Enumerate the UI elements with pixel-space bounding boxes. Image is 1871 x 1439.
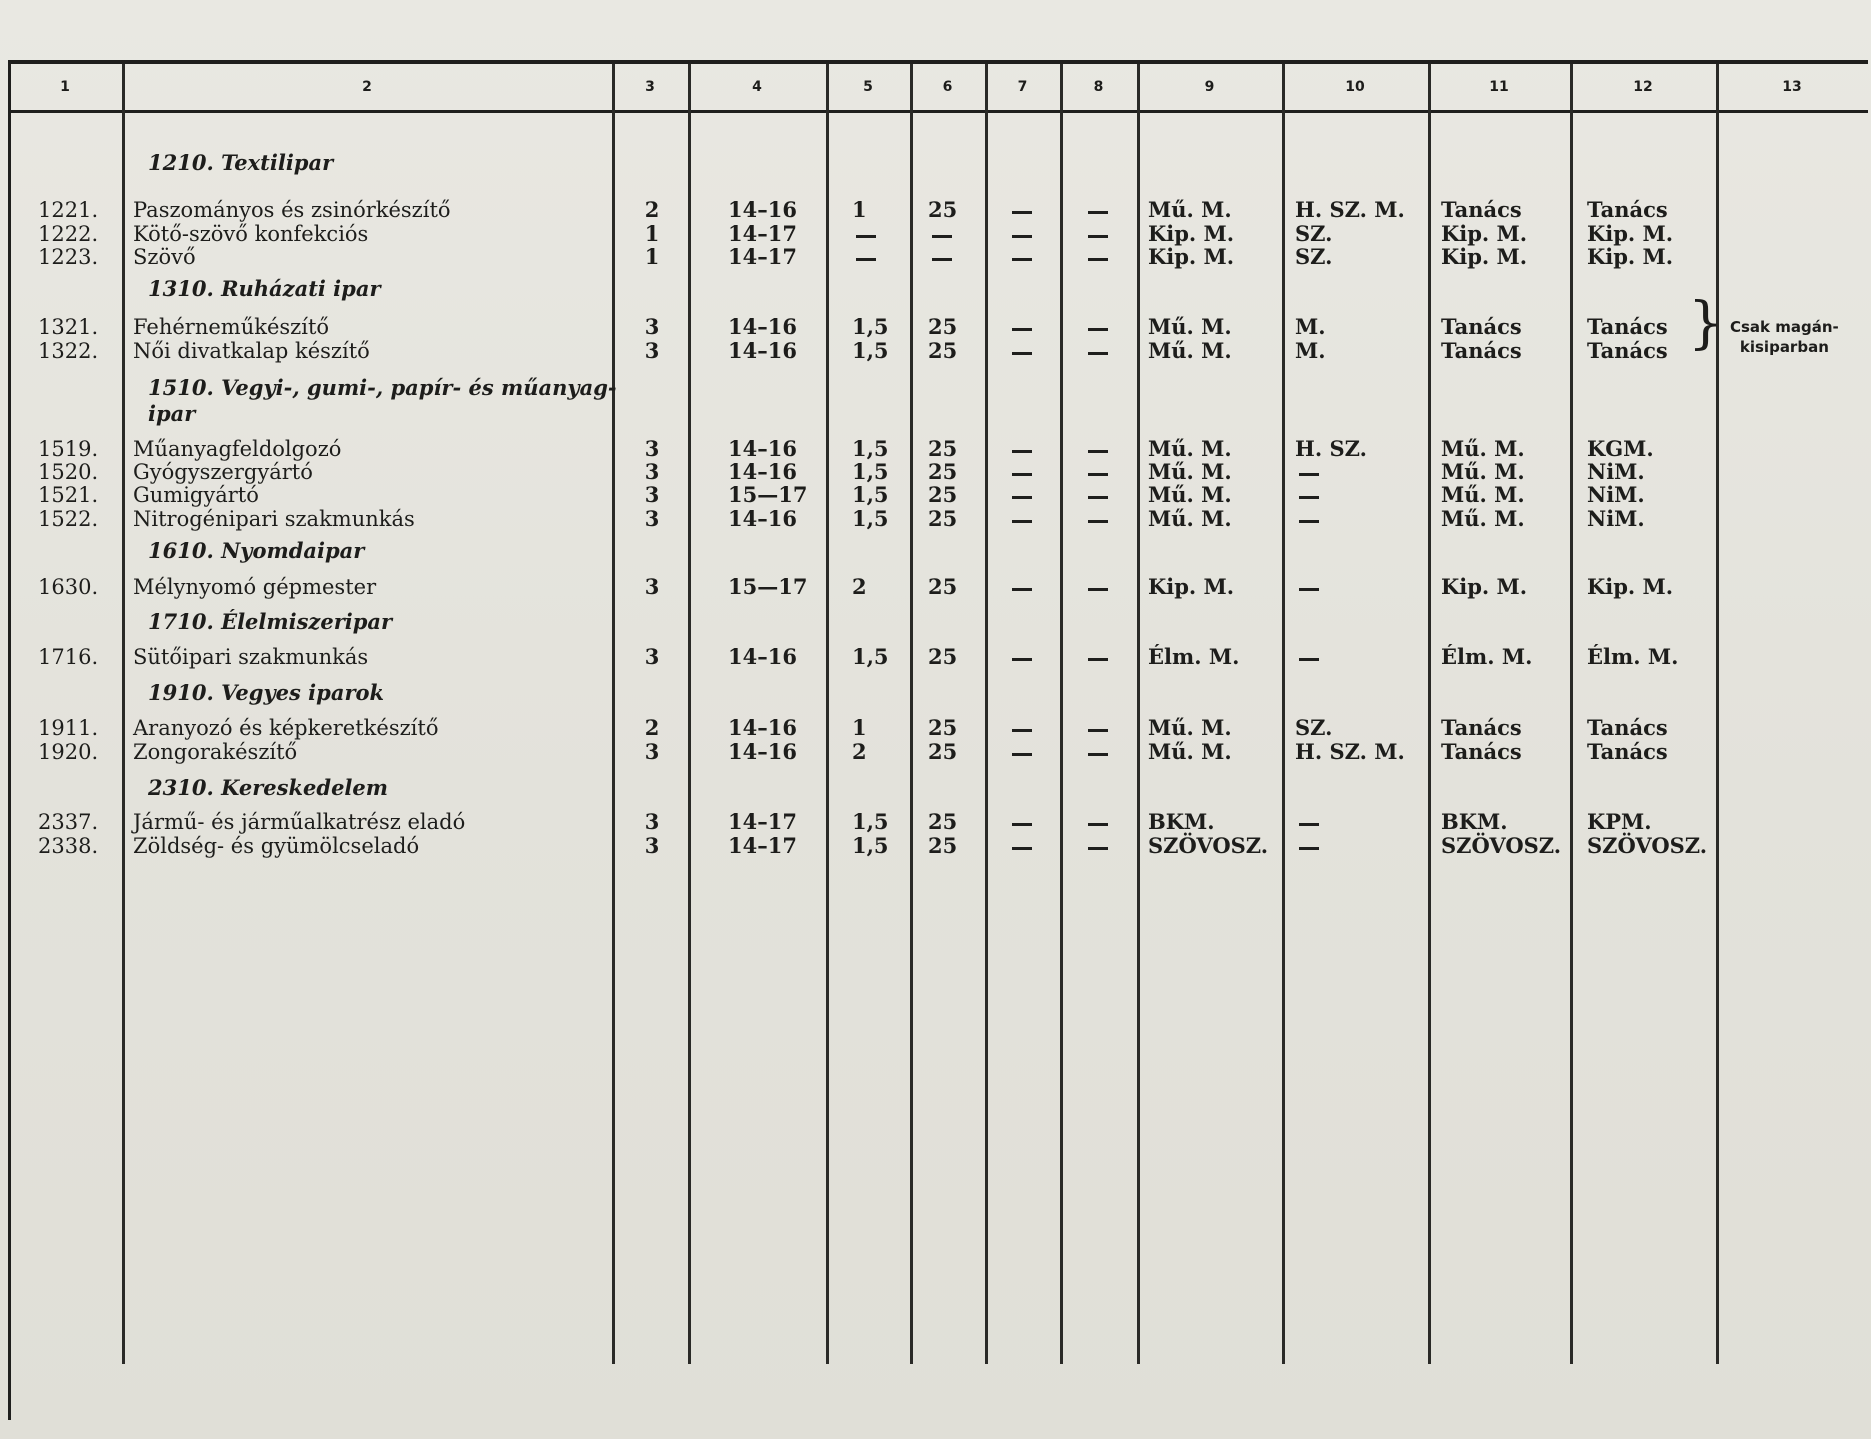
cell-c4: 14–16 — [728, 644, 797, 669]
cell-c9: Mű. M. — [1148, 436, 1232, 461]
cell-c4: 14–17 — [728, 809, 797, 834]
dash-col-8 — [1088, 729, 1108, 732]
section-title: 1710. Élelmiszeripar — [148, 609, 393, 634]
cell-c6: 25 — [928, 197, 958, 222]
cell-c3: 3 — [644, 436, 660, 461]
dash-col-7 — [1012, 658, 1032, 661]
column-header-9: 9 — [1204, 79, 1215, 95]
dash-col-7 — [1012, 211, 1032, 214]
section-title: 1610. Nyomdaipar — [148, 538, 365, 563]
dash-col-8 — [1088, 258, 1108, 261]
dash-col-7 — [1012, 520, 1032, 523]
column-divider — [1282, 64, 1285, 1364]
cell-c4: 14–16 — [728, 314, 797, 339]
cell-c11: Tanács — [1441, 197, 1522, 222]
cell-c9: Mű. M. — [1148, 338, 1232, 363]
cell-c10: M. — [1295, 338, 1326, 363]
cell-c9: Élm. M. — [1148, 644, 1240, 669]
column-header-1: 1 — [60, 79, 70, 95]
cell-c9: Mű. M. — [1148, 482, 1232, 507]
cell-c6: 25 — [928, 809, 958, 834]
section-title: 2310. Kereskedelem — [148, 775, 388, 800]
cell-c10: H. SZ. M. — [1295, 739, 1405, 764]
cell-c3: 3 — [644, 506, 660, 531]
column-divider — [1570, 64, 1573, 1364]
cell-c12: Tanács — [1587, 715, 1668, 740]
cell-c3: 3 — [644, 314, 660, 339]
cell-c3: 3 — [644, 482, 660, 507]
cell-c11: Tanács — [1441, 314, 1522, 339]
cell-c9: Mű. M. — [1148, 197, 1232, 222]
cell-c3: 3 — [644, 739, 660, 764]
cell-c6: 25 — [928, 314, 958, 339]
cell-c11: Tanács — [1441, 338, 1522, 363]
cell-c5: 1,5 — [852, 314, 889, 339]
cell-c5: 1 — [852, 197, 867, 222]
dash-col-7 — [1012, 352, 1032, 355]
brace-mark: } — [1688, 291, 1724, 356]
cell-c10: H. SZ. — [1295, 436, 1367, 461]
cell-c4: 14–17 — [728, 221, 797, 246]
cell-c5: 1,5 — [852, 833, 889, 858]
left-border — [8, 60, 11, 1420]
dash-mark — [1299, 588, 1319, 591]
cell-c9: Mű. M. — [1148, 459, 1232, 484]
row-code: 1222. — [38, 222, 99, 246]
cell-c6: 25 — [928, 506, 958, 531]
row-name: Műanyagfeldolgozó — [133, 437, 342, 461]
dash-col-8 — [1088, 450, 1108, 453]
column-header-8: 8 — [1093, 79, 1104, 95]
dash-mark — [1299, 473, 1319, 476]
section-title: 1210. Textilipar — [148, 150, 334, 175]
cell-c11: Tanács — [1441, 715, 1522, 740]
column-divider — [826, 64, 829, 1364]
top-rule — [8, 60, 1868, 64]
row-name: Női divatkalap készítő — [133, 339, 370, 363]
cell-c5: 2 — [852, 574, 867, 599]
cell-c4: 14–16 — [728, 338, 797, 363]
cell-c9: BKM. — [1148, 809, 1215, 834]
cell-c5: 1,5 — [852, 506, 889, 531]
dash-col-7 — [1012, 588, 1032, 591]
row-name: Gumigyártó — [133, 483, 259, 507]
cell-c11: Mű. M. — [1441, 506, 1525, 531]
cell-c5: 1 — [852, 715, 867, 740]
dash-col-7 — [1012, 235, 1032, 238]
row-name: Kötő-szövő konfekciós — [133, 222, 369, 246]
cell-c12: Tanács — [1587, 197, 1668, 222]
cell-c4: 14–16 — [728, 506, 797, 531]
cell-c4: 15—17 — [728, 574, 808, 599]
cell-c4: 14–16 — [728, 715, 797, 740]
row-code: 1521. — [38, 483, 99, 507]
cell-c12: NiM. — [1587, 506, 1645, 531]
column-divider — [1137, 64, 1140, 1364]
row-code: 1920. — [38, 740, 99, 764]
row-code: 2338. — [38, 834, 99, 858]
cell-c11: Mű. M. — [1441, 482, 1525, 507]
cell-c9: Mű. M. — [1148, 506, 1232, 531]
cell-c11: Élm. M. — [1441, 644, 1533, 669]
row-code: 1716. — [38, 645, 99, 669]
cell-c12: NiM. — [1587, 482, 1645, 507]
cell-c12: Tanács — [1587, 314, 1668, 339]
cell-c5: 1,5 — [852, 644, 889, 669]
cell-c9: Mű. M. — [1148, 739, 1232, 764]
cell-c11: Kip. M. — [1441, 574, 1528, 599]
cell-c6: 25 — [928, 436, 958, 461]
column-divider — [688, 64, 691, 1364]
column-header-5: 5 — [863, 79, 873, 95]
cell-c5: 1,5 — [852, 436, 889, 461]
row-name: Szövő — [133, 245, 196, 269]
cell-c10: M. — [1295, 314, 1326, 339]
cell-c12: Tanács — [1587, 739, 1668, 764]
row-name: Sütőipari szakmunkás — [133, 645, 369, 669]
cell-c9: SZÖVOSZ. — [1148, 833, 1269, 858]
cell-c11: BKM. — [1441, 809, 1508, 834]
row-name: Nitrogénipari szakmunkás — [133, 507, 415, 531]
dash-col-7 — [1012, 823, 1032, 826]
column-header-11: 11 — [1489, 79, 1509, 95]
cell-c6: 25 — [928, 482, 958, 507]
cell-c12: KPM. — [1587, 809, 1652, 834]
row-name: Zongorakészítő — [133, 740, 298, 764]
dash-mark — [1299, 823, 1319, 826]
cell-c10: SZ. — [1295, 715, 1333, 740]
row-name: Paszományos és zsinórkészítő — [133, 198, 451, 222]
column-13-note: Csak magán- kisiparban — [1730, 318, 1839, 356]
cell-c10: H. SZ. M. — [1295, 197, 1405, 222]
row-code: 1221. — [38, 198, 99, 222]
section-title: 1310. Ruházati ipar — [148, 276, 381, 301]
column-header-13: 13 — [1782, 79, 1802, 95]
dash-col-8 — [1088, 211, 1108, 214]
cell-c3: 1 — [644, 221, 660, 246]
dash-col-8 — [1088, 520, 1108, 523]
cell-c5: 2 — [852, 739, 867, 764]
cell-c11: Kip. M. — [1441, 244, 1528, 269]
dash-col-7 — [1012, 473, 1032, 476]
column-header-12: 12 — [1633, 79, 1653, 95]
cell-c12: KGM. — [1587, 436, 1654, 461]
dash-col-7 — [1012, 729, 1032, 732]
cell-c3: 1 — [644, 244, 660, 269]
row-code: 2337. — [38, 810, 99, 834]
row-code: 1630. — [38, 575, 99, 599]
cell-c3: 3 — [644, 833, 660, 858]
cell-c6: 25 — [928, 833, 958, 858]
dash-col-8 — [1088, 753, 1108, 756]
cell-c4: 14–17 — [728, 244, 797, 269]
dash-col-7 — [1012, 847, 1032, 850]
cell-c10: SZ. — [1295, 244, 1333, 269]
row-name: Gyógyszergyártó — [133, 460, 313, 484]
row-code: 1522. — [38, 507, 99, 531]
column-divider — [985, 64, 988, 1364]
cell-c4: 14–17 — [728, 833, 797, 858]
dash-mark — [932, 235, 952, 238]
cell-c3: 3 — [644, 809, 660, 834]
cell-c12: NiM. — [1587, 459, 1645, 484]
dash-col-8 — [1088, 473, 1108, 476]
dash-mark — [1299, 847, 1319, 850]
column-divider — [122, 64, 125, 1364]
dash-col-7 — [1012, 496, 1032, 499]
cell-c3: 2 — [644, 197, 660, 222]
row-code: 1520. — [38, 460, 99, 484]
column-header-6: 6 — [942, 79, 953, 95]
cell-c3: 3 — [644, 644, 660, 669]
row-code: 1911. — [38, 716, 99, 740]
cell-c12: Élm. M. — [1587, 644, 1679, 669]
cell-c12: SZÖVOSZ. — [1587, 833, 1708, 858]
row-name: Mélynyomó gépmester — [133, 575, 377, 599]
cell-c11: Mű. M. — [1441, 459, 1525, 484]
cell-c4: 14–16 — [728, 436, 797, 461]
dash-mark — [1299, 658, 1319, 661]
cell-c12: Tanács — [1587, 338, 1668, 363]
cell-c11: Mű. M. — [1441, 436, 1525, 461]
column-divider — [1716, 64, 1719, 1364]
row-code: 1223. — [38, 245, 99, 269]
column-divider — [1060, 64, 1063, 1364]
cell-c6: 25 — [928, 715, 958, 740]
dash-col-8 — [1088, 847, 1108, 850]
cell-c9: Mű. M. — [1148, 715, 1232, 740]
dash-col-7 — [1012, 328, 1032, 331]
cell-c3: 3 — [644, 574, 660, 599]
row-code: 1321. — [38, 315, 99, 339]
row-name: Zöldség- és gyümölcseladó — [133, 834, 420, 858]
dash-col-7 — [1012, 258, 1032, 261]
cell-c4: 14–16 — [728, 197, 797, 222]
dash-col-8 — [1088, 496, 1108, 499]
dash-col-7 — [1012, 753, 1032, 756]
cell-c11: Kip. M. — [1441, 221, 1528, 246]
dash-col-7 — [1012, 450, 1032, 453]
cell-c5: 1,5 — [852, 459, 889, 484]
cell-c5: 1,5 — [852, 809, 889, 834]
cell-c3: 3 — [644, 459, 660, 484]
column-header-10: 10 — [1345, 79, 1365, 95]
dash-col-8 — [1088, 235, 1108, 238]
column-divider — [910, 64, 913, 1364]
column-header-4: 4 — [752, 79, 762, 95]
cell-c6: 25 — [928, 574, 958, 599]
cell-c11: SZÖVOSZ. — [1441, 833, 1562, 858]
cell-c9: Kip. M. — [1148, 574, 1235, 599]
cell-c5: 1,5 — [852, 482, 889, 507]
row-name: Fehérneműkészítő — [133, 315, 330, 339]
dash-mark — [856, 258, 876, 261]
column-header-2: 2 — [362, 79, 372, 95]
dash-col-8 — [1088, 658, 1108, 661]
cell-c10: SZ. — [1295, 221, 1333, 246]
dash-mark — [932, 258, 952, 261]
cell-c3: 3 — [644, 338, 660, 363]
section-title-continued: ipar — [148, 401, 196, 426]
section-title: 1510. Vegyi-, gumi-, papír- és műanyag- — [148, 375, 617, 400]
cell-c4: 14–16 — [728, 739, 797, 764]
cell-c3: 2 — [644, 715, 660, 740]
cell-c5: 1,5 — [852, 338, 889, 363]
cell-c9: Kip. M. — [1148, 221, 1235, 246]
cell-c4: 14–16 — [728, 459, 797, 484]
dash-col-8 — [1088, 328, 1108, 331]
row-code: 1519. — [38, 437, 99, 461]
cell-c12: Kip. M. — [1587, 221, 1674, 246]
header-bottom-rule — [8, 110, 1868, 113]
dash-col-8 — [1088, 352, 1108, 355]
column-header-7: 7 — [1017, 79, 1028, 95]
dash-col-8 — [1088, 823, 1108, 826]
dash-mark — [856, 235, 876, 238]
column-header-3: 3 — [645, 79, 655, 95]
column-divider — [612, 64, 615, 1364]
cell-c11: Tanács — [1441, 739, 1522, 764]
dash-mark — [1299, 520, 1319, 523]
cell-c6: 25 — [928, 739, 958, 764]
row-name: Jármű- és járműalkatrész eladó — [133, 810, 466, 834]
cell-c4: 15—17 — [728, 482, 808, 507]
row-code: 1322. — [38, 339, 99, 363]
cell-c9: Kip. M. — [1148, 244, 1235, 269]
cell-c12: Kip. M. — [1587, 574, 1674, 599]
dash-col-8 — [1088, 588, 1108, 591]
cell-c6: 25 — [928, 338, 958, 363]
column-divider — [1428, 64, 1431, 1364]
cell-c12: Kip. M. — [1587, 244, 1674, 269]
row-name: Aranyozó és képkeretkészítő — [133, 716, 439, 740]
cell-c6: 25 — [928, 459, 958, 484]
dash-mark — [1299, 496, 1319, 499]
section-title: 1910. Vegyes iparok — [148, 680, 385, 705]
cell-c6: 25 — [928, 644, 958, 669]
cell-c9: Mű. M. — [1148, 314, 1232, 339]
